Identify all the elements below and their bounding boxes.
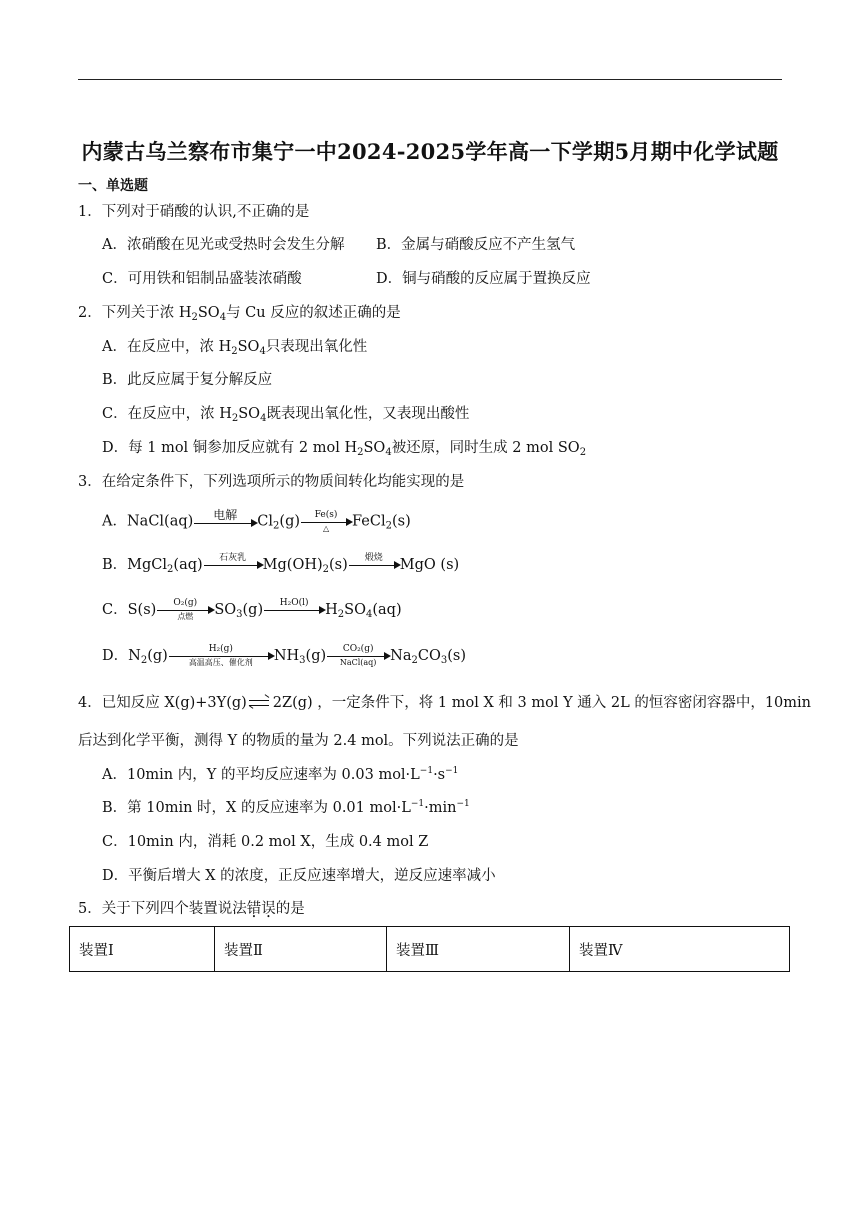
reaction-arrow: 电解 xyxy=(194,508,256,535)
table-header-cell: 装置Ⅰ xyxy=(70,927,215,972)
question-4-stem: 4．已知反应 X(g)+3Y(g) 2Z(g) ，一定条件下，将 1 mol X 和 3 mol Y 通入 2L 的恒容密闭容器中，10min xyxy=(78,695,812,711)
question-3-option-b: B．MgCl$_2$(aq) 石灰乳 $Mg(OH)_2(s)$ 煅烧 MgO (s) xyxy=(102,553,460,575)
question-2-option-b: B．此反应属于复分解反应 xyxy=(102,372,273,388)
reaction-arrow: Fe(s) △ xyxy=(301,510,351,534)
question-1-option-a: A．浓硝酸在见光或受热时会发生分解 xyxy=(102,237,345,253)
section-heading: 一、单选题 xyxy=(78,178,148,194)
question-3-option-c: C．S(s) O₂(g) 点燃 $SO_3(g)$ H₂O(l) $H_2SO_4(aq)$ xyxy=(102,598,402,621)
question-1-stem: 1．下列对于硝酸的认识,不正确的是 xyxy=(78,204,310,220)
question-3-option-a: A．NaCl(aq) 电解 $Cl_2(g)$ Fe(s) △ FeCl$_2$(s) xyxy=(102,508,411,535)
table-header-cell: 装置Ⅳ xyxy=(570,927,790,972)
question-4-option-b: B．第 10min 时，X 的反应速率为 0.01 $mol\cdot L^{-1}\cdot\min^{-1}$ xyxy=(102,799,470,816)
question-3-option-d: D．$N_2(g)$ H₂(g) 高温高压、催化剂 $NH_3(g)$ CO₂(g) NaCl(aq) $Na_2CO_3(s)$ xyxy=(102,644,466,667)
equilibrium-arrow xyxy=(249,697,271,709)
table-header-cell: 装置Ⅲ xyxy=(387,927,570,972)
question-2-option-d: D．每 1 mol 铜参加反应就有 2 mol $H_2SO_4$被还原，同时生成 2 mol $SO_2$ xyxy=(102,440,587,458)
reaction-arrow: 煅烧 xyxy=(349,553,399,577)
question-2-option-a: A．在反应中，浓 $H_2SO_4$只表现出氧化性 xyxy=(102,339,368,357)
question-4-option-d: D．平衡后增大 X 的浓度，正反应速率增大，逆反应速率减小 xyxy=(102,868,496,884)
reaction-arrow: O₂(g) 点燃 xyxy=(157,598,213,622)
question-2-option-c: C．在反应中，浓 $H_2SO_4$既表现出氧化性，又表现出酸性 xyxy=(102,406,470,424)
reaction-arrow: H₂O(l) xyxy=(264,598,324,622)
question-2-stem: 2．下列关于浓 $H_2SO_4$与 Cu 反应的叙述正确的是 xyxy=(78,305,401,323)
header-rule xyxy=(78,79,782,80)
question-1-option-c: C．可用铁和铝制品盛装浓硝酸 xyxy=(102,271,302,287)
reaction-arrow: H₂(g) 高温高压、催化剂 xyxy=(169,644,273,668)
question-1-option-b: B．金属与硝酸反应不产生氢气 xyxy=(376,237,576,253)
question-1-option-d: D．铜与硝酸的反应属于置换反应 xyxy=(376,271,591,287)
question-4-option-a: A．10min 内，Y 的平均反应速率为 0.03 $mol\cdot L^{-1}\cdot s^{-1}$ xyxy=(102,766,459,783)
question-4-option-c: C．10min 内，消耗 0.2 mol X，生成 0.4 mol Z xyxy=(102,834,429,850)
table-header-cell: 装置Ⅱ xyxy=(215,927,387,972)
reaction-arrow: 石灰乳 xyxy=(204,553,262,577)
question-3-stem: 3．在给定条件下，下列选项所示的物质间转化均能实现的是 xyxy=(78,474,465,490)
reaction-arrow: CO₂(g) NaCl(aq) xyxy=(327,644,389,668)
question-5-stem: 5．关于下列四个装置说法错误的是 xyxy=(78,901,305,917)
page-title: 内蒙古乌兰察布市集宁一中2024-2025学年高一下学期5月期中化学试题 xyxy=(81,139,779,164)
device-table xyxy=(69,926,790,972)
table-row xyxy=(70,927,790,972)
question-4-stem-cont: 后达到化学平衡，测得 Y 的物质的量为 2.4 mol。下列说法正确的是 xyxy=(78,733,519,749)
